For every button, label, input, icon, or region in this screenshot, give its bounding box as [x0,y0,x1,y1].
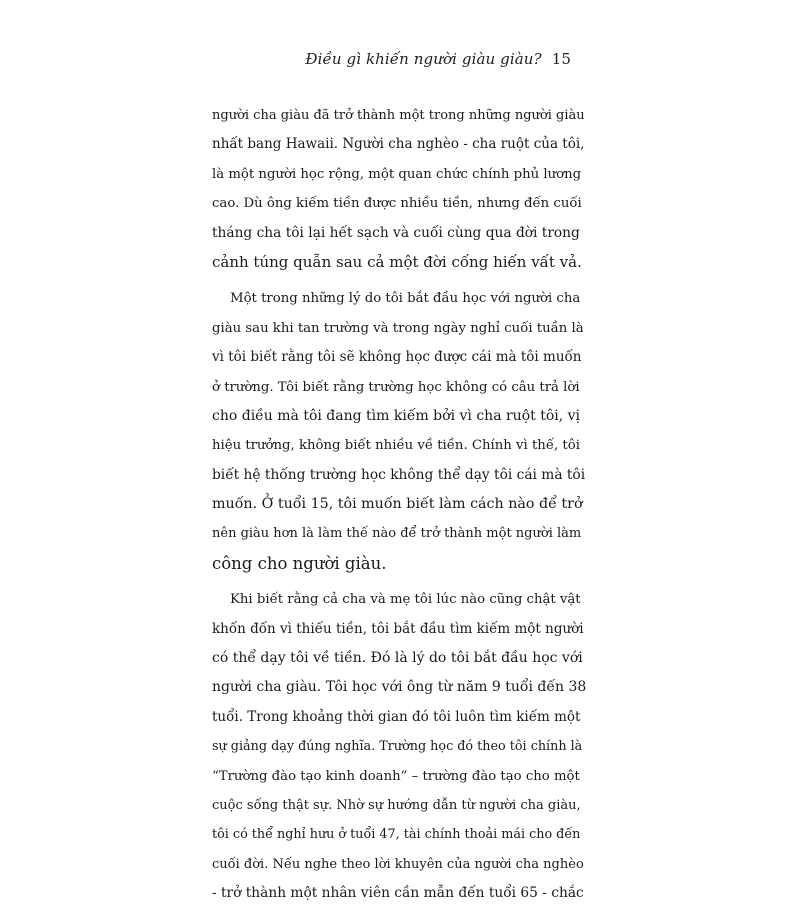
text-line: cao. Dù ông kiếm tiền được nhiều tiền, nhưng đến cuối [212,196,582,212]
paragraph [212,284,586,578]
text-line: có thể dạy tôi về tiền. Đó là lý do tôi bắt đầu học với [212,650,583,667]
text-line: người cha giàu đã trở thành một trong những người giàu [212,108,585,123]
text-line: Một trong những lý do tôi bắt đầu học với người cha [230,291,581,307]
text-line: tháng cha tôi lại hết sạch và cuối cùng qua đời trong [212,224,580,241]
text-line: tuổi. Trong khoảng thời gian đó tôi luôn tìm kiếm một [212,708,581,725]
text-line: “Trường đào tạo kinh doanh” – trường đào tạo cho một [212,768,580,784]
text-line: cuối đời. Nếu nghe theo lời khuyên của người cha nghèo [212,856,584,872]
text-line: Khi biết rằng cả cha và mẹ tôi lúc nào cũng chật vật [230,592,581,608]
text-line: biết hệ thống trường học không thể dạy tôi cái mà tôi [212,466,586,483]
text-line: nhất bang Hawaii. Người cha nghèo - cha ruột của tôi, [212,136,585,153]
text-line: là một người học rộng, một quan chức chính phủ lương [212,166,582,182]
text-line: cho điều mà tôi đang tìm kiếm bởi vì cha ruột tôi, vị [212,407,581,424]
text-line: khốn đốn vì thiếu tiền, tôi bắt đầu tìm kiếm một người [212,620,584,637]
text-line: công cho người giàu. [212,553,387,573]
paragraph [212,101,586,277]
text-line: cảnh túng quẫn sau cả một đời cống hiến vất vả. [212,252,582,271]
text-line: cuộc sống thật sự. Nhờ sự hướng dẫn từ người cha giàu, [212,797,581,813]
text-line: hiệu trưởng, không biết nhiều về tiền. Chính vì thế, tôi [212,438,580,454]
text-line: sự giảng dạy đúng nghĩa. Trường học đó theo tôi chính là [212,739,583,755]
chapter-title: Điều gì khiến người giàu giàu? [305,50,542,68]
text-line: vì tôi biết rằng tôi sẽ không học được cái mà tôi muốn [212,349,582,366]
text-line: muốn. Ở tuổi 15, tôi muốn biết làm cách nào để trở [212,496,583,513]
text-line: giàu sau khi tan trường và trong ngày nghỉ cuối tuần là [212,320,584,336]
text-line: nên giàu hơn là làm thế nào để trở thành một người làm [212,526,582,542]
body-text [212,101,586,909]
text-line: tôi có thể nghỉ hưu ở tuổi 47, tài chính thoải mái cho đến [212,827,581,843]
text-line: - trở thành một nhân viên cần mẫn đến tuổi 65 - chắc [212,885,584,902]
running-header [305,50,571,68]
page-number: 15 [551,50,571,68]
text-line: người cha giàu. Tôi học với ông từ năm 9 tuổi đến 38 [212,679,587,696]
paragraph [212,585,586,908]
text-line: ở trường. Tôi biết rằng trường học không có câu trả lời [212,379,580,395]
